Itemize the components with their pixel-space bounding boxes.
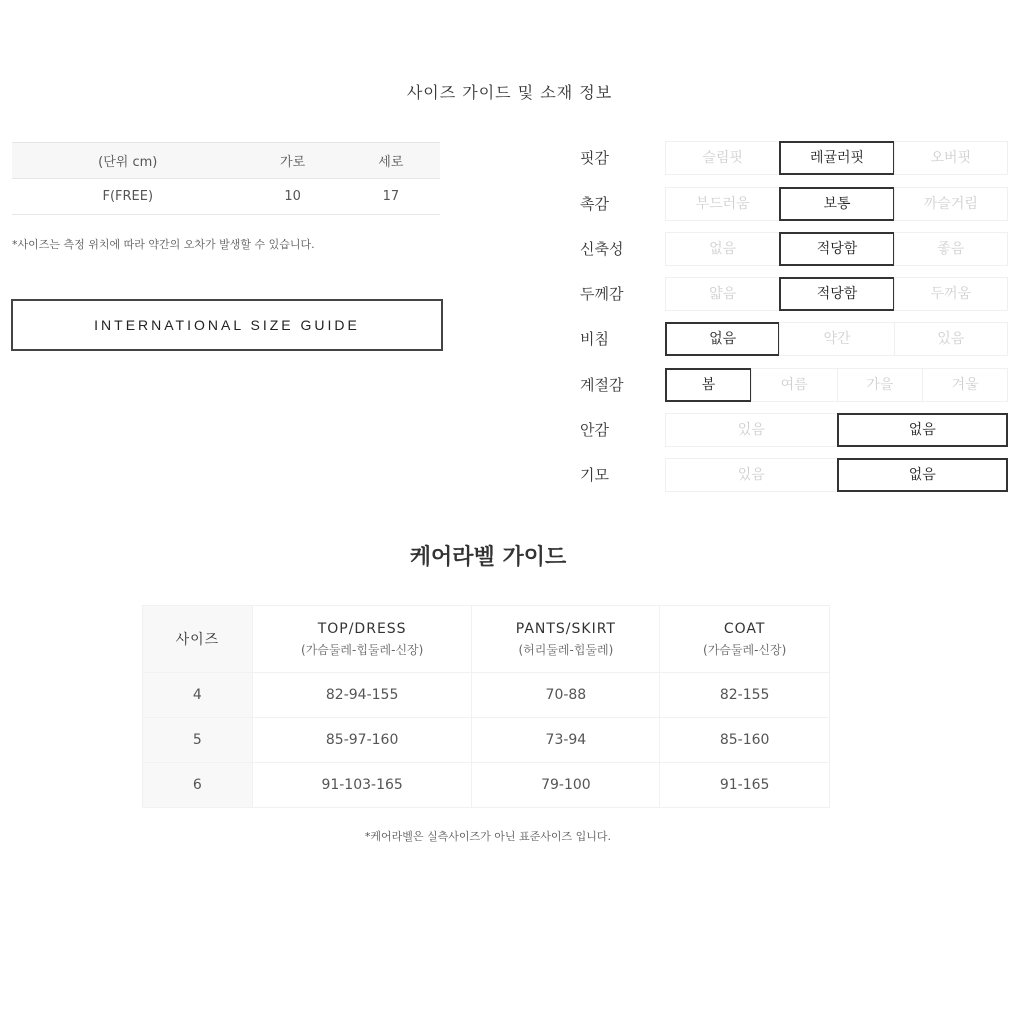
table-row	[143, 718, 830, 763]
size-table-cell: F(FREE)	[12, 179, 244, 215]
attribute-row	[580, 186, 1010, 222]
table-row	[143, 763, 830, 808]
care-cell: 85-97-160	[252, 718, 472, 763]
attribute-label: 촉감	[580, 195, 609, 213]
attribute-row	[580, 367, 1010, 403]
care-label-table	[142, 605, 830, 808]
care-cell: 91-103-165	[252, 763, 472, 808]
care-cell: 70-88	[472, 673, 660, 718]
attribute-row	[580, 321, 1010, 357]
attribute-label: 핏감	[580, 149, 609, 167]
care-header-title: 사이즈	[175, 632, 220, 648]
care-header-coat	[660, 606, 830, 673]
attribute-option: 적당함	[779, 277, 894, 311]
care-cell: 91-165	[660, 763, 830, 808]
attribute-label: 신축성	[580, 240, 624, 258]
attribute-option: 오버핏	[894, 141, 1008, 175]
attribute-row	[580, 457, 1010, 493]
care-header-sub: (가슴둘레-힙둘레-신장)	[300, 642, 424, 657]
table-row	[143, 673, 830, 718]
attribute-label: 계절감	[580, 376, 624, 394]
size-table-header	[12, 143, 440, 179]
attribute-option: 없음	[837, 458, 1009, 492]
attribute-option: 약간	[779, 322, 894, 356]
attribute-option: 적당함	[779, 232, 894, 266]
care-label-note: *케어라벨은 실측사이즈가 아닌 표준사이즈 입니다.	[364, 830, 612, 843]
care-cell: 82-155	[660, 673, 830, 718]
care-header-title: COAT	[723, 620, 766, 637]
care-cell-size: 5	[143, 718, 253, 763]
size-table-header-cell: 가로	[244, 143, 342, 179]
size-table-header-cell: (단위 cm)	[12, 143, 244, 179]
care-header-sub: (허리둘레-힙둘레)	[518, 642, 614, 657]
attribute-option: 없음	[665, 232, 780, 266]
attribute-row	[580, 231, 1010, 267]
international-size-guide-button[interactable]: INTERNATIONAL SIZE GUIDE	[11, 299, 443, 351]
table-row	[12, 179, 440, 215]
care-label-title: 케어라벨 가이드	[409, 545, 567, 570]
care-header-title: TOP/DRESS	[317, 620, 407, 637]
attribute-option: 있음	[665, 458, 838, 492]
attribute-option: 얇음	[665, 277, 780, 311]
attribute-option: 봄	[665, 368, 752, 402]
care-header-top	[252, 606, 472, 673]
attribute-row	[580, 412, 1010, 448]
care-cell-size: 6	[143, 763, 253, 808]
care-table-header	[143, 606, 830, 673]
attribute-option: 보통	[779, 187, 894, 221]
attribute-option: 여름	[751, 368, 838, 402]
attribute-row	[580, 140, 1010, 176]
attribute-option: 없음	[665, 322, 780, 356]
care-header-size	[143, 606, 253, 673]
attribute-option: 있음	[894, 322, 1008, 356]
attribute-option: 슬림핏	[665, 141, 780, 175]
attribute-option: 까슬거림	[894, 187, 1008, 221]
attribute-row	[580, 276, 1010, 312]
attribute-option: 좋음	[894, 232, 1008, 266]
page-title: 사이즈 가이드 및 소재 정보	[406, 83, 613, 102]
size-table-cell: 10	[244, 179, 342, 215]
care-cell: 85-160	[660, 718, 830, 763]
care-header-title: PANTS/SKIRT	[515, 620, 616, 637]
attribute-option: 겨울	[922, 368, 1008, 402]
size-table-header-cell: 세로	[342, 143, 440, 179]
attribute-option: 없음	[837, 413, 1009, 447]
care-header-sub: (가슴둘레-신장)	[703, 642, 787, 657]
care-cell-size: 4	[143, 673, 253, 718]
attribute-label: 비침	[580, 330, 609, 348]
attribute-option: 레귤러핏	[779, 141, 894, 175]
attribute-option: 가을	[837, 368, 924, 402]
attribute-option: 있음	[665, 413, 838, 447]
care-cell: 82-94-155	[252, 673, 472, 718]
care-cell: 73-94	[472, 718, 660, 763]
size-table	[12, 142, 440, 215]
care-cell: 79-100	[472, 763, 660, 808]
size-note: *사이즈는 측정 위치에 따라 약간의 오차가 발생할 수 있습니다.	[12, 238, 315, 251]
attribute-label: 안감	[580, 421, 609, 439]
attribute-label: 기모	[580, 466, 609, 484]
size-table-cell: 17	[342, 179, 440, 215]
attribute-option: 부드러움	[665, 187, 780, 221]
attribute-option: 두꺼움	[894, 277, 1008, 311]
care-header-pants	[472, 606, 660, 673]
attribute-label: 두께감	[580, 285, 624, 303]
